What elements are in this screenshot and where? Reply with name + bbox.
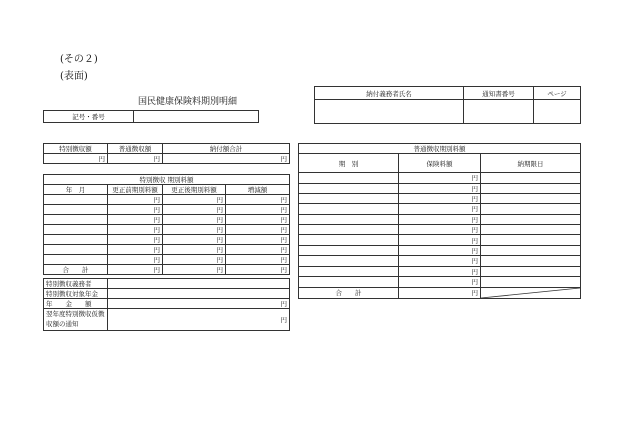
after-correction-header: 更正後期別料額 (163, 185, 226, 195)
ordinary-row-premium[interactable]: 円 (399, 277, 481, 288)
page-number-label: (その２) (60, 54, 98, 65)
special-collection-header: 特別徴収額 (44, 144, 108, 154)
premium-header: 保険料額 (399, 154, 481, 173)
difference-header: 増減額 (226, 185, 290, 195)
notice-number-label: 通知書番号 (464, 87, 534, 100)
pension-amount-value[interactable]: 円 (108, 299, 290, 309)
ordinary-row-due-date[interactable] (481, 183, 581, 193)
special-row-after[interactable]: 円 (163, 255, 226, 265)
total-payment-amount[interactable]: 円 (163, 154, 290, 164)
ordinary-row-period[interactable] (299, 225, 399, 235)
year-month-header: 年 月 (44, 185, 108, 195)
record-number-box (43, 110, 259, 123)
ordinary-row-due-date[interactable] (481, 225, 581, 235)
ordinary-row-premium[interactable]: 円 (399, 266, 481, 276)
ordinary-period-row (299, 193, 581, 203)
special-row-month[interactable] (44, 205, 108, 215)
special-total-label: 合 計 (44, 265, 108, 275)
ordinary-period-row (299, 204, 581, 214)
special-row-month[interactable] (44, 235, 108, 245)
ordinary-period-row (299, 225, 581, 235)
special-period-row (44, 225, 290, 235)
special-period-row (44, 245, 290, 255)
special-row-month[interactable] (44, 195, 108, 205)
ordinary-row-due-date[interactable] (481, 235, 581, 245)
pension-type-label: 特別徴収対象年金 (44, 289, 108, 299)
special-row-before[interactable]: 円 (108, 195, 163, 205)
payer-header-box (314, 86, 581, 124)
special-total-difference[interactable]: 円 (226, 265, 290, 275)
ordinary-row-period[interactable] (299, 256, 399, 266)
side-label: (表面) (60, 71, 88, 82)
ordinary-row-period[interactable] (299, 235, 399, 245)
pension-type-value[interactable] (108, 289, 290, 299)
ordinary-collection-header: 普通徴収額 (108, 144, 163, 154)
ordinary-row-due-date[interactable] (481, 173, 581, 183)
ordinary-row-period[interactable] (299, 193, 399, 203)
ordinary-period-table (298, 143, 581, 299)
ordinary-row-premium[interactable]: 円 (399, 256, 481, 266)
special-row-after[interactable]: 円 (163, 235, 226, 245)
ordinary-period-row (299, 245, 581, 255)
ordinary-period-row (299, 235, 581, 245)
next-year-notice-value[interactable]: 円 (108, 309, 290, 331)
special-row-difference[interactable]: 円 (226, 245, 290, 255)
special-row-difference[interactable]: 円 (226, 195, 290, 205)
obligor-label: 特別徴収義務者 (44, 279, 108, 289)
period-header: 期 別 (299, 154, 399, 173)
special-period-row (44, 255, 290, 265)
ordinary-period-row (299, 266, 581, 276)
ordinary-row-period[interactable] (299, 183, 399, 193)
special-period-table (43, 174, 290, 275)
ordinary-total-amount[interactable]: 円 (399, 287, 481, 298)
obligor-value[interactable] (108, 279, 290, 289)
record-label: 記号・番号 (44, 111, 134, 123)
special-row-after[interactable]: 円 (163, 215, 226, 225)
ordinary-row-due-date[interactable] (481, 266, 581, 276)
ordinary-row-due-date[interactable] (481, 193, 581, 203)
ordinary-row-period[interactable] (299, 173, 399, 183)
special-row-after[interactable]: 円 (163, 225, 226, 235)
notice-number-value[interactable] (464, 100, 534, 124)
special-row-after[interactable]: 円 (163, 245, 226, 255)
ordinary-period-row (299, 183, 581, 193)
ordinary-row-premium[interactable]: 円 (399, 214, 481, 224)
ordinary-row-premium[interactable]: 円 (399, 173, 481, 183)
special-row-before[interactable]: 円 (108, 225, 163, 235)
page-label: ページ (534, 87, 581, 100)
special-row-difference[interactable]: 円 (226, 215, 290, 225)
special-total-after[interactable]: 円 (163, 265, 226, 275)
diagonal-slash (481, 288, 580, 298)
ordinary-row-period[interactable] (299, 266, 399, 276)
special-row-month[interactable] (44, 225, 108, 235)
ordinary-row-due-date[interactable] (481, 256, 581, 266)
special-row-after[interactable]: 円 (163, 205, 226, 215)
ordinary-period-title: 普通徴収期別料額 (299, 144, 581, 154)
ordinary-row-period[interactable] (299, 204, 399, 214)
page-value[interactable] (534, 100, 581, 124)
ordinary-row-premium[interactable]: 円 (399, 183, 481, 193)
special-period-row (44, 235, 290, 245)
special-row-before[interactable]: 円 (108, 245, 163, 255)
document-title: 国民健康保険料期別明細 (138, 97, 238, 107)
ordinary-total-label: 合 計 (299, 287, 399, 298)
before-correction-header: 更正前期別料額 (108, 185, 163, 195)
special-collection-amount[interactable]: 円 (44, 154, 108, 164)
ordinary-row-period[interactable] (299, 245, 399, 255)
pension-amount-label: 年 金 額 (44, 299, 108, 309)
special-period-row (44, 205, 290, 215)
ordinary-row-due-date[interactable] (481, 214, 581, 224)
special-row-month[interactable] (44, 255, 108, 265)
ordinary-row-due-date[interactable] (481, 204, 581, 214)
special-period-row (44, 195, 290, 205)
special-row-before[interactable]: 円 (108, 215, 163, 225)
special-row-month[interactable] (44, 245, 108, 255)
due-date-header: 納期限日 (481, 154, 581, 173)
ordinary-row-premium[interactable]: 円 (399, 245, 481, 255)
special-period-row (44, 215, 290, 225)
special-row-before[interactable]: 円 (108, 205, 163, 215)
ordinary-total-blank (481, 287, 581, 298)
ordinary-row-premium[interactable]: 円 (399, 193, 481, 203)
special-row-difference[interactable]: 円 (226, 205, 290, 215)
special-row-month[interactable] (44, 215, 108, 225)
record-value[interactable] (134, 111, 259, 123)
summary-table (43, 143, 290, 164)
ordinary-period-row (299, 214, 581, 224)
ordinary-row-premium[interactable]: 円 (399, 204, 481, 214)
special-row-after[interactable]: 円 (163, 195, 226, 205)
ordinary-period-row (299, 256, 581, 266)
special-row-difference[interactable]: 円 (226, 235, 290, 245)
special-row-difference[interactable]: 円 (226, 225, 290, 235)
payer-name-value[interactable] (315, 100, 464, 124)
special-period-title: 特別徴収 期別料額 (44, 175, 290, 185)
payer-name-label: 納付義務者氏名 (315, 87, 464, 100)
ordinary-row-premium[interactable]: 円 (399, 235, 481, 245)
special-total-before[interactable]: 円 (108, 265, 163, 275)
next-year-notice-label: 翌年度特別徴収仮徴収額の通知 (44, 309, 108, 331)
ordinary-row-due-date[interactable] (481, 245, 581, 255)
special-row-before[interactable]: 円 (108, 255, 163, 265)
total-payment-header: 納付額合計 (163, 144, 290, 154)
ordinary-period-row (299, 277, 581, 288)
ordinary-row-period[interactable] (299, 277, 399, 288)
special-info-table (43, 278, 290, 331)
ordinary-row-period[interactable] (299, 214, 399, 224)
special-row-before[interactable]: 円 (108, 235, 163, 245)
special-row-difference[interactable]: 円 (226, 255, 290, 265)
ordinary-row-premium[interactable]: 円 (399, 225, 481, 235)
ordinary-period-row (299, 173, 581, 183)
ordinary-collection-amount[interactable]: 円 (108, 154, 163, 164)
ordinary-row-due-date[interactable] (481, 277, 581, 288)
